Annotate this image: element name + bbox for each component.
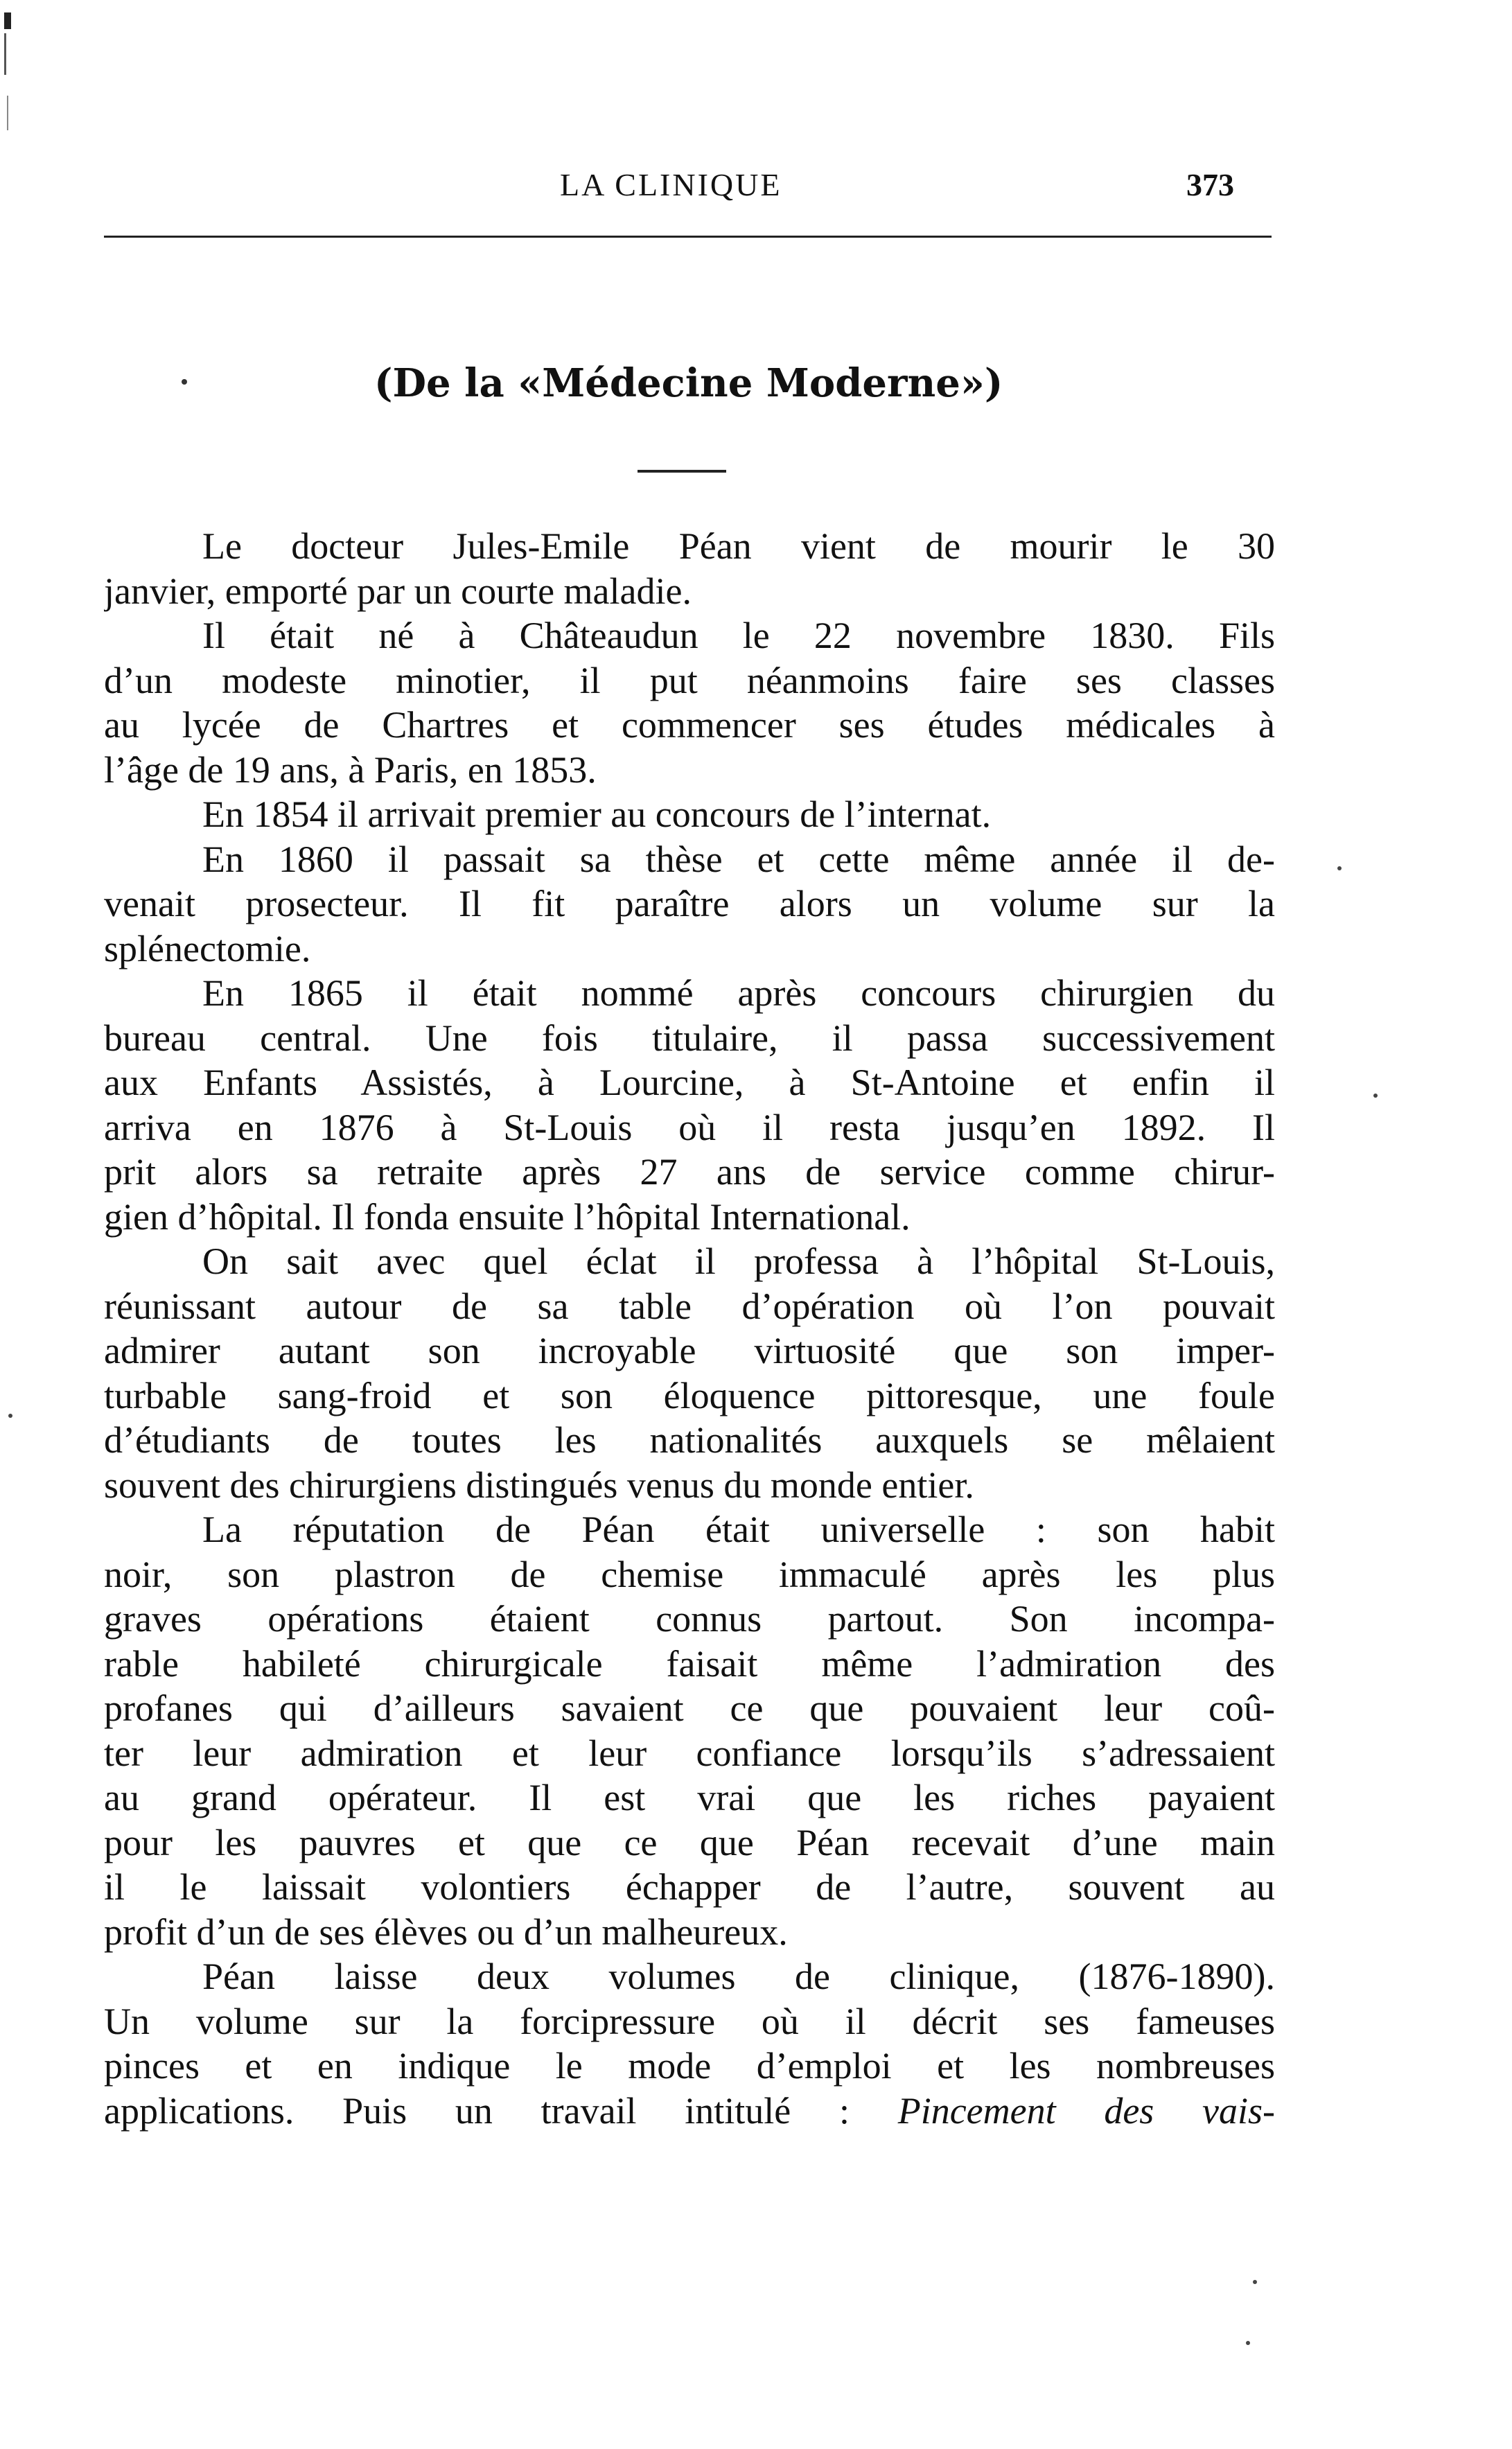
body-line: janvier, emporté par un courte maladie. (104, 570, 692, 612)
body-line: profanes qui d’ailleurs savaient ce que pouvaient leur coû- (104, 1687, 1275, 1729)
body-line: La réputation de Péan était universelle : son habit (202, 1509, 1275, 1550)
body-line: pour les pauvres et que ce que Péan recevait d’une main (104, 1821, 1275, 1863)
print-speck (182, 379, 187, 385)
body-line: En 1860 il passait sa thèse et cette même année il de- (202, 838, 1275, 880)
body-line: d’étudiants de toutes les nationalités auxquels se mêlaient (104, 1419, 1275, 1461)
body-line: profit d’un de ses élèves ou d’un malheureux. (104, 1911, 788, 1953)
body-line: graves opérations étaient connus partout. Son incompa- (104, 1598, 1275, 1640)
body-line: il le laissait volontiers échapper de l’autre, souvent au (104, 1866, 1275, 1908)
body-line: Péan laisse deux volumes de clinique, (1876-1890). (202, 1956, 1275, 1997)
body-line: bureau central. Une fois titulaire, il passa successivement (104, 1017, 1275, 1059)
body-line-final (104, 2089, 1275, 2134)
body-line: aux Enfants Assistés, à Lourcine, à St-Antoine et enfin il (104, 1062, 1275, 1103)
body-line: d’un modeste minotier, il put néanmoins faire ses classes (104, 659, 1275, 701)
page-number: 373 (1186, 167, 1234, 202)
body-line: admirer autant son incroyable virtuosité que son imper- (104, 1330, 1275, 1371)
body-line: arriva en 1876 à St-Louis où il resta jusqu’en 1892. Il (104, 1106, 1275, 1148)
body-line: venait prosecteur. Il fit paraître alors un volume sur la (104, 883, 1275, 924)
body-line: Un volume sur la forcipressure où il décrit ses fameuses (104, 2000, 1275, 2042)
body-line: au lycée de Chartres et commencer ses études médicales à (104, 704, 1275, 746)
final-line-italic: Pincement des vais- (897, 2089, 1275, 2132)
running-title: LA CLINIQUE (560, 167, 782, 202)
body-line: noir, son plastron de chemise immaculé après les plus (104, 1553, 1275, 1595)
section-title: (De la «Médecine Moderne») (374, 360, 1003, 406)
body-line: On sait avec quel éclat il professa à l’hôpital St-Louis, (202, 1240, 1275, 1282)
body-line: l’âge de 19 ans, à Paris, en 1853. (104, 748, 597, 791)
page-edge-mark (4, 12, 14, 158)
body-line: splénectomie. (104, 927, 311, 969)
print-speck (1246, 2341, 1250, 2345)
header-rule (104, 236, 1272, 238)
body-line: turbable sang-froid et son éloquence pittoresque, une foule (104, 1374, 1275, 1416)
body-line: réunissant autour de sa table d’opération où l’on pouvait (104, 1285, 1275, 1327)
body-line: gien d’hôpital. Il fonda ensuite l’hôpital International. (104, 1195, 911, 1238)
final-line-plain: applications. Puis un travail intitulé : (104, 2089, 898, 2132)
article-body (104, 524, 1275, 2133)
print-speck (1253, 2280, 1257, 2284)
body-line: prit alors sa retraite après 27 ans de service comme chirur- (104, 1151, 1275, 1193)
body-line: Il était né à Châteaudun le 22 novembre 1830. Fils (202, 615, 1275, 656)
body-line: au grand opérateur. Il est vrai que les riches payaient (104, 1777, 1275, 1818)
print-speck (1337, 866, 1342, 870)
body-line: souvent des chirurgiens distingués venus du monde entier. (104, 1464, 974, 1506)
body-line: En 1865 il était nommé après concours chirurgien du (202, 972, 1275, 1014)
body-line: Le docteur Jules-Emile Péan vient de mourir le 30 (202, 525, 1275, 567)
body-line: ter leur admiration et leur confiance lorsqu’ils s’adressaient (104, 1732, 1275, 1774)
body-line: pinces et en indique le mode d’emploi et les nombreuses (104, 2045, 1275, 2087)
print-speck (8, 1414, 12, 1418)
body-line: En 1854 il arrivait premier au concours de l’internat. (202, 793, 992, 835)
print-speck (1373, 1094, 1378, 1098)
title-rule (638, 470, 726, 473)
body-line: rable habileté chirurgicale faisait même l’admiration des (104, 1642, 1275, 1685)
